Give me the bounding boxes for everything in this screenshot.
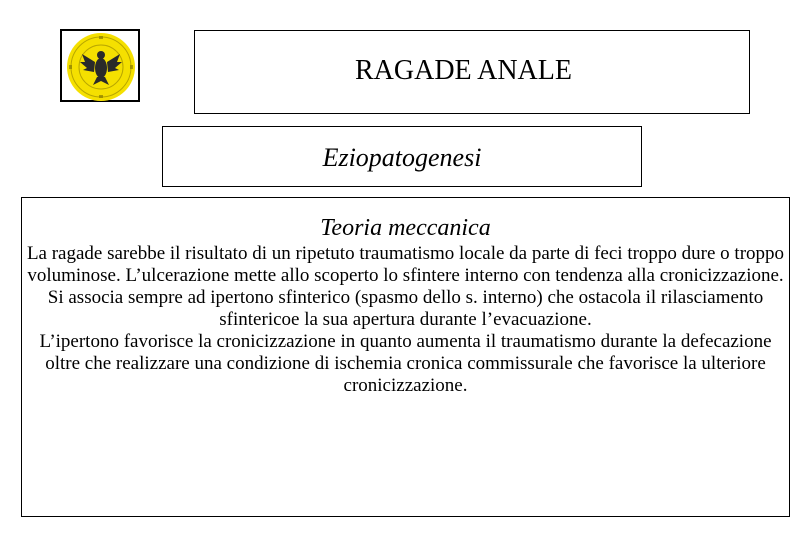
subtitle: Eziopatogenesi [322, 143, 482, 172]
paragraph-2: Si associa sempre ad ipertono sfinterico (spasmo dello s. interno) che ostacola il rilasciamento sfintericoe la sua apertura durante l’evacuazione. [47, 287, 764, 330]
section-heading: Teoria meccanica [320, 215, 491, 241]
paragraph-1: La ragade sarebbe il risultato di un ripetuto traumatismo locale da parte di feci troppo dure o troppo voluminose. L’ulcerazione mette allo scoperto lo sfintere interno con tendenza alla cronicizzazione. [26, 243, 785, 286]
paragraph-3: L’ipertono favorisce la cronicizzazione in quanto aumenta il traumatismo durante la defecazione oltre che realizzare una condizione di ischemia cronica commissurale che favorisce la ulteriore cronicizzazione. [39, 331, 772, 396]
logo-frame [60, 29, 140, 102]
page-title: RAGADE ANALE [355, 55, 572, 86]
subtitle-frame [162, 126, 642, 187]
title-frame [194, 30, 750, 114]
content-frame [21, 197, 790, 517]
university-seal-icon [65, 32, 137, 102]
